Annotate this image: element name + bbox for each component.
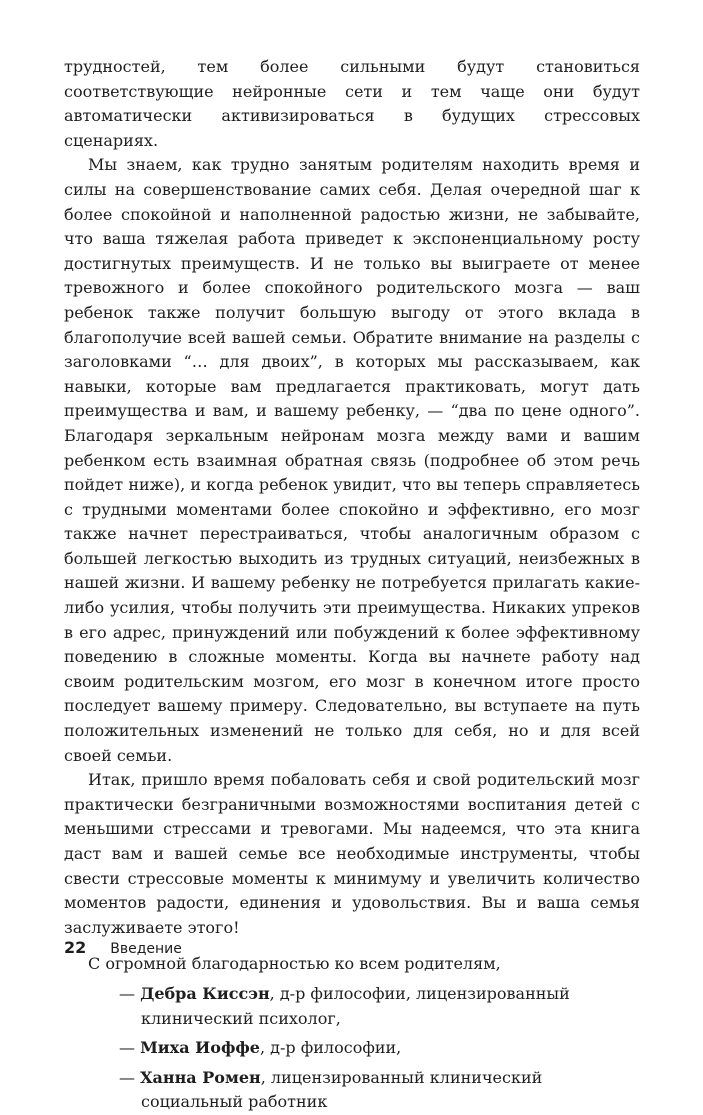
signature-title: , д-р философии, лицензированный клинический психолог, <box>141 983 570 1028</box>
signature-name: Дебра Киссэн <box>140 983 270 1003</box>
page-number: 22 <box>64 938 87 957</box>
paragraph-conclusion: Итак, пришло время побаловать себя и свой родительский мозг практически безграничными возможностями воспитания детей с меньшими стрессами и тревогами. Мы надеемся, что эта книга даст вам и вашей семье все необходимые инструменты, чтобы свести стрессовые моменты к минимуму и увеличить количество моментов радости, единения и удовольствия. Вы и ваша семья заслуживаете этого! <box>64 770 640 937</box>
paragraph-busy-parents: Мы знаем, как трудно занятым родителям находить время и силы на совершенствование самих себя. Делая очередной шаг к более спокойной и наполненной радостью жизни, не забывайте, что ваша тяжелая работа приведет к экспоненциальному росту достигнутых преимуществ. И не только вы выиграете от менее тревожного и более спокойного родительского мозга — ваш ребенок также получит большую выгоду от этого вклада в благополучие всей вашей семьи. Обратите внимание на разделы с заголовками “… для двоих”, в которых мы рассказываем, как навыки, которые вам предлагается практиковать, могут дать преимущества и вам, и вашему ребенку, — “два по цене одного”. Благодаря зеркальным нейронам мозга между вами и вашим ребенком есть взаимная обратная связь (подробнее об этом речь пойдет ниже), и когда ребенок увидит, что вы теперь справляетесь с трудными моментами более спокойно и эффективно, его мозг также начнет перестраиваться, чтобы аналогичным образом с большей легкостью выходить из трудных ситуаций, неизбежных в нашей жизни. И вашему ребенку не потребуется прилагать какие-либо усилия, чтобы получить эти преимущества. Никаких упреков в его адрес, принуждений или побуждений к более эффективному поведению в сложные моменты. Когда вы начнете работу над своим родительским мозгом, его мозг в конечном итоге просто последует вашему примеру. Следовательно, вы вступаете на путь положительных изменений не только для себя, но и для всей своей семьи. <box>64 155 640 765</box>
paragraph-continuation: трудностей, тем более сильными будут становиться соответствующие нейронные сети и тем чаще они будут автоматически активизироваться в будущих стрессовых сценариях. <box>64 57 640 150</box>
section-title: Введение <box>110 941 182 957</box>
closing-line: С огромной благодарностью ко всем родителям, <box>88 954 501 974</box>
page-footer <box>64 938 182 957</box>
signature-dash: — <box>119 1038 141 1058</box>
signature-name: Ханна Ромен <box>140 1067 261 1087</box>
signature-kissen <box>119 982 640 1031</box>
signature-dash: — <box>119 1067 141 1087</box>
signature-title: , д-р философии, <box>259 1038 402 1058</box>
signature-romen <box>119 1066 640 1115</box>
signature-title: , лицензированный клинический социальный работник <box>141 1067 543 1112</box>
signature-dash: — <box>119 983 141 1003</box>
signature-name: Миха Иоффе <box>140 1038 260 1058</box>
signature-ioffe <box>119 1036 640 1061</box>
